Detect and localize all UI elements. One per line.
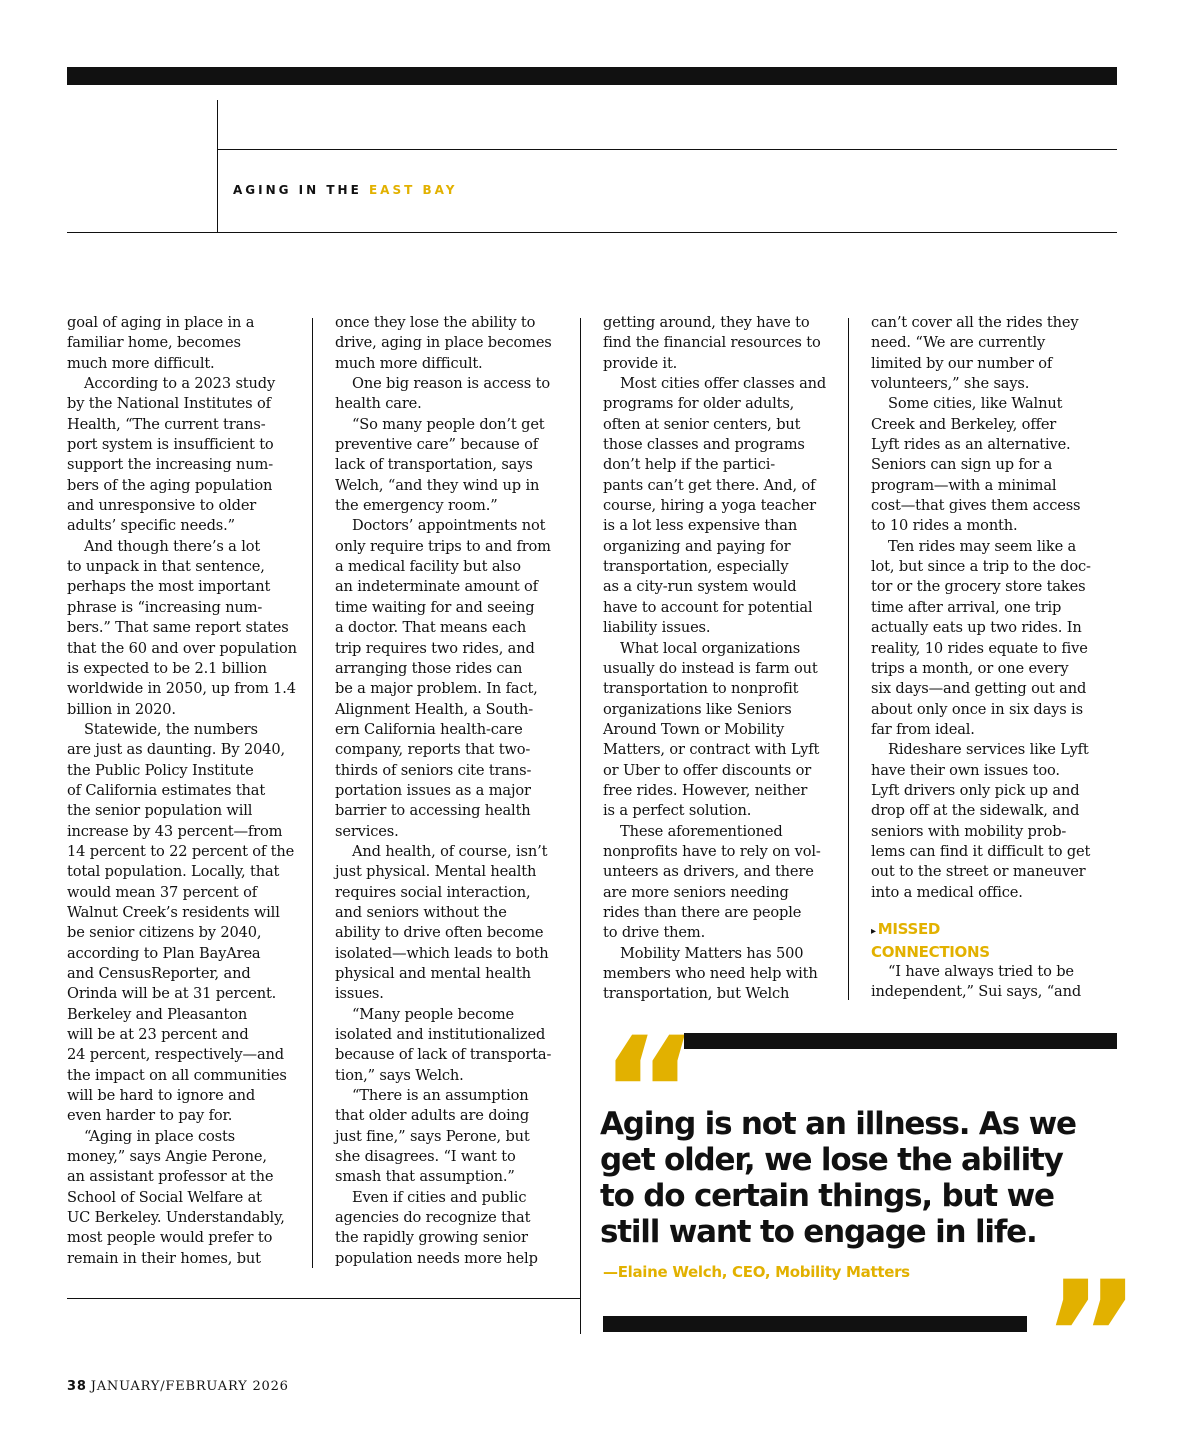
article-line: total population. Locally, that bbox=[67, 863, 280, 881]
article-line: drop off at the sidewalk, and bbox=[871, 802, 1080, 820]
article-line: find the financial resources to bbox=[603, 334, 821, 352]
article-line: transportation, especially bbox=[603, 558, 789, 576]
article-line: One big reason is access to bbox=[352, 375, 550, 393]
article-line: that the 60 and over population bbox=[67, 639, 297, 657]
article-line: port system is insufficient to bbox=[67, 436, 274, 454]
article-line: Alignment Health, a South- bbox=[335, 700, 534, 718]
article-line: Most cities offer classes and bbox=[620, 375, 827, 393]
article-line: and unresponsive to older bbox=[67, 497, 257, 515]
article-line: Around Town or Mobility bbox=[603, 720, 785, 738]
article-line: course, hiring a yoga teacher bbox=[603, 497, 816, 515]
article-line: of California estimates that bbox=[67, 781, 266, 799]
article-line: because of lack of transporta- bbox=[335, 1046, 552, 1064]
article-line: transportation to nonprofit bbox=[603, 680, 799, 698]
article-line: free rides. However, neither bbox=[603, 781, 808, 799]
article-line: would mean 37 percent of bbox=[67, 883, 258, 901]
article-line: Walnut Creek’s residents will bbox=[67, 903, 280, 921]
article-line: the Public Policy Institute bbox=[67, 761, 254, 779]
header-rule-lower bbox=[67, 232, 1117, 233]
article-line: lot, but since a trip to the doc- bbox=[871, 558, 1091, 576]
pull-quote-line: get older, we lose the ability bbox=[600, 1142, 1063, 1178]
article-line: getting around, they have to bbox=[603, 314, 810, 331]
article-line: to unpack in that sentence, bbox=[67, 558, 265, 576]
article-line: unteers as drivers, and there bbox=[603, 863, 814, 881]
article-line: requires social interaction, bbox=[335, 883, 531, 901]
article-line: about only once in six days is bbox=[871, 700, 1083, 718]
article-line: tion,” says Welch. bbox=[335, 1066, 464, 1084]
article-line: pants can’t get there. And, of bbox=[603, 476, 816, 494]
header-rule-upper bbox=[217, 149, 1117, 150]
article-line: increase by 43 percent—from bbox=[67, 822, 283, 840]
article-line: And health, of course, isn’t bbox=[352, 842, 548, 860]
article-line: thirds of seniors cite trans- bbox=[335, 761, 532, 779]
article-line: once they lose the ability to bbox=[335, 314, 536, 331]
article-line: Lyft drivers only pick up and bbox=[871, 781, 1080, 799]
page-number: 38 bbox=[67, 1379, 87, 1394]
article-line: much more difficult. bbox=[67, 354, 215, 372]
article-line: by the National Institutes of bbox=[67, 395, 271, 413]
article-line: services. bbox=[335, 822, 399, 840]
article-line: be a major problem. In fact, bbox=[335, 680, 538, 698]
article-line: six days—and getting out and bbox=[871, 680, 1087, 698]
article-line: tor or the grocery store takes bbox=[871, 578, 1086, 596]
article-line: are more seniors needing bbox=[603, 883, 789, 901]
article-line: have to account for potential bbox=[603, 598, 813, 616]
article-line: nonprofits have to rely on vol- bbox=[603, 842, 821, 860]
article-line: is a lot less expensive than bbox=[603, 517, 798, 535]
article-line: those classes and programs bbox=[603, 436, 805, 454]
article-line: liability issues. bbox=[603, 619, 711, 637]
column-divider-1 bbox=[312, 318, 313, 1268]
article-line: that older adults are doing bbox=[335, 1107, 530, 1125]
article-line: issues. bbox=[335, 985, 384, 1003]
article-line: she disagrees. “I want to bbox=[335, 1148, 516, 1166]
article-line: isolated—which leads to both bbox=[335, 944, 549, 962]
article-line: an indeterminate amount of bbox=[335, 578, 538, 596]
article-line: “So many people don’t get bbox=[352, 415, 545, 433]
article-line: to drive them. bbox=[603, 924, 706, 942]
article-line: even harder to pay for. bbox=[67, 1107, 233, 1125]
article-line: smash that assumption.” bbox=[335, 1168, 515, 1186]
article-line: These aforementioned bbox=[620, 822, 783, 840]
column-divider-3 bbox=[848, 318, 849, 1000]
article-column-1 bbox=[67, 313, 297, 1269]
article-line: out to the street or maneuver bbox=[871, 863, 1086, 881]
pull-quote-line: still want to engage in life. bbox=[600, 1214, 1037, 1250]
article-line: transportation, but Welch bbox=[603, 985, 790, 1003]
article-line: Even if cities and public bbox=[352, 1188, 527, 1206]
article-line: limited by our number of bbox=[871, 354, 1053, 372]
article-line: “There is an assumption bbox=[352, 1087, 529, 1105]
pull-quote bbox=[600, 1106, 1120, 1250]
article-line: familiar home, becomes bbox=[67, 334, 241, 352]
article-line: the emergency room.” bbox=[335, 497, 498, 515]
article-line: preventive care” because of bbox=[335, 436, 539, 454]
article-line: just physical. Mental health bbox=[335, 863, 537, 881]
close-quote-mark: ” bbox=[1042, 1250, 1125, 1424]
article-line: far from ideal. bbox=[871, 720, 975, 738]
article-line: are just as daunting. By 2040, bbox=[67, 741, 285, 759]
article-line: and CensusReporter, and bbox=[67, 965, 251, 982]
article-line: According to a 2023 study bbox=[84, 375, 276, 393]
pull-quote-line: to do certain things, but we bbox=[600, 1178, 1054, 1214]
article-line: or Uber to offer discounts or bbox=[603, 761, 812, 779]
article-line: seniors with mobility prob- bbox=[871, 822, 1067, 840]
article-line: reality, 10 rides equate to five bbox=[871, 639, 1088, 657]
article-line: just fine,” says Perone, but bbox=[335, 1127, 530, 1145]
article-line: time after arrival, one trip bbox=[871, 598, 1062, 616]
article-line: often at senior centers, but bbox=[603, 415, 801, 433]
article-line: time waiting for and seeing bbox=[335, 598, 535, 616]
article-line: bers.” That same report states bbox=[67, 619, 289, 637]
article-line: worldwide in 2050, up from 1.4 bbox=[67, 680, 296, 698]
pull-quote-bottom-bar bbox=[603, 1316, 1027, 1332]
top-bar bbox=[67, 67, 1117, 85]
subhead-spacer bbox=[871, 903, 1091, 919]
article-line: much more difficult. bbox=[335, 354, 483, 372]
subhead-line: CONNECTIONS bbox=[871, 942, 990, 961]
article-line: Seniors can sign up for a bbox=[871, 456, 1053, 474]
article-line: organizations like Seniors bbox=[603, 700, 792, 718]
article-line: “I have always tried to be bbox=[888, 962, 1074, 980]
article-line: isolated and institutionalized bbox=[335, 1026, 546, 1044]
article-line: barrier to accessing health bbox=[335, 802, 531, 820]
article-line: actually eats up two rides. In bbox=[871, 619, 1082, 637]
article-line: perhaps the most important bbox=[67, 578, 271, 596]
article-line: is a perfect solution. bbox=[603, 802, 752, 820]
article-line: Some cities, like Walnut bbox=[888, 395, 1063, 413]
article-line: lack of transportation, says bbox=[335, 456, 533, 474]
article-line: Statewide, the numbers bbox=[84, 720, 258, 738]
article-line: Creek and Berkeley, offer bbox=[871, 415, 1057, 433]
article-line: 14 percent to 22 percent of the bbox=[67, 842, 295, 860]
article-line: Health, “The current trans- bbox=[67, 415, 266, 433]
article-line: And though there’s a lot bbox=[84, 537, 261, 555]
article-line: phrase is “increasing num- bbox=[67, 598, 263, 616]
article-line: lems can find it difficult to get bbox=[871, 842, 1091, 860]
article-line: need. “We are currently bbox=[871, 334, 1046, 352]
section-label-accent: EAST BAY bbox=[368, 183, 458, 197]
article-line: be senior citizens by 2040, bbox=[67, 924, 262, 942]
article-line: School of Social Welfare at bbox=[67, 1188, 262, 1206]
article-line: can’t cover all the rides they bbox=[871, 314, 1079, 331]
article-line: ern California health-care bbox=[335, 720, 523, 738]
article-line: trips a month, or one every bbox=[871, 659, 1069, 677]
subhead-line bbox=[871, 919, 1091, 942]
page-folio bbox=[67, 1379, 289, 1394]
issue-date: JANUARY/FEBRUARY 2026 bbox=[90, 1379, 289, 1394]
header-vertical-rule bbox=[217, 100, 218, 233]
article-column-3 bbox=[603, 313, 826, 1005]
article-line: “Aging in place costs bbox=[84, 1127, 236, 1145]
article-line: a medical facility but also bbox=[335, 558, 521, 576]
article-line: to 10 rides a month. bbox=[871, 517, 1018, 535]
article-line: will be hard to ignore and bbox=[67, 1087, 256, 1105]
article-line: money,” says Angie Perone, bbox=[67, 1148, 267, 1166]
section-label bbox=[233, 183, 457, 197]
column-divider-2 bbox=[580, 318, 581, 1334]
article-line: volunteers,” she says. bbox=[871, 375, 1030, 393]
article-line: only require trips to and from bbox=[335, 537, 551, 555]
subhead-text: MISSED bbox=[877, 919, 941, 938]
article-line: will be at 23 percent and bbox=[67, 1026, 249, 1044]
article-line: don’t help if the partici- bbox=[603, 456, 776, 474]
article-line: Orinda will be at 31 percent. bbox=[67, 985, 277, 1003]
pull-quote-attribution: —Elaine Welch, CEO, Mobility Matters bbox=[603, 1263, 910, 1281]
article-line: population needs more help bbox=[335, 1249, 538, 1267]
article-line: program—with a minimal bbox=[871, 476, 1057, 494]
article-line: the impact on all communities bbox=[67, 1066, 287, 1084]
article-line: Matters, or contract with Lyft bbox=[603, 741, 820, 759]
bottom-left-rule bbox=[67, 1298, 580, 1299]
article-line: adults’ specific needs.” bbox=[67, 517, 235, 535]
article-line: according to Plan BayArea bbox=[67, 944, 261, 962]
article-line: bers of the aging population bbox=[67, 476, 273, 494]
article-line: UC Berkeley. Understandably, bbox=[67, 1209, 285, 1227]
open-quote-mark: “ bbox=[600, 1006, 683, 1180]
article-line: the senior population will bbox=[67, 802, 253, 820]
article-line: health care. bbox=[335, 395, 422, 413]
article-line: ability to drive often become bbox=[335, 924, 544, 942]
article-line: programs for older adults, bbox=[603, 395, 795, 413]
article-line: provide it. bbox=[603, 354, 678, 372]
article-line: members who need help with bbox=[603, 965, 818, 982]
article-line: arranging those rides can bbox=[335, 659, 523, 677]
article-line: most people would prefer to bbox=[67, 1229, 273, 1247]
article-line: drive, aging in place becomes bbox=[335, 334, 552, 352]
article-column-2 bbox=[335, 313, 552, 1269]
article-line: Doctors’ appointments not bbox=[352, 517, 546, 535]
article-line: into a medical office. bbox=[871, 883, 1023, 901]
article-line: independent,” Sui says, “and bbox=[871, 983, 1082, 1001]
article-line: Mobility Matters has 500 bbox=[620, 944, 804, 962]
pull-quote-line: Aging is not an illness. As we bbox=[600, 1106, 1076, 1142]
article-line: physical and mental health bbox=[335, 965, 531, 982]
article-line: “Many people become bbox=[352, 1005, 514, 1023]
article-line: Ten rides may seem like a bbox=[888, 537, 1077, 555]
article-line: portation issues as a major bbox=[335, 781, 531, 799]
article-line: goal of aging in place in a bbox=[67, 314, 255, 331]
article-line: an assistant professor at the bbox=[67, 1168, 274, 1186]
article-line: Welch, “and they wind up in bbox=[335, 476, 540, 494]
article-line: trip requires two rides, and bbox=[335, 639, 535, 657]
article-line: Berkeley and Pleasanton bbox=[67, 1005, 248, 1023]
article-column-4 bbox=[871, 313, 1091, 1003]
article-line: billion in 2020. bbox=[67, 700, 176, 718]
article-line: and seniors without the bbox=[335, 903, 507, 921]
article-line: a doctor. That means each bbox=[335, 619, 527, 637]
article-line: is expected to be 2.1 billion bbox=[67, 659, 267, 677]
pull-quote-top-bar bbox=[684, 1033, 1117, 1049]
section-label-prefix: AGING IN THE bbox=[233, 183, 369, 197]
article-line: the rapidly growing senior bbox=[335, 1229, 528, 1247]
article-line: organizing and paying for bbox=[603, 537, 791, 555]
article-line: 24 percent, respectively—and bbox=[67, 1046, 284, 1064]
article-line: as a city-run system would bbox=[603, 578, 797, 596]
article-line: Lyft rides as an alternative. bbox=[871, 436, 1071, 454]
article-line: cost—that gives them access bbox=[871, 497, 1081, 515]
article-line: What local organizations bbox=[620, 639, 801, 657]
article-line: usually do instead is farm out bbox=[603, 659, 818, 677]
article-line: company, reports that two- bbox=[335, 741, 531, 759]
article-line: support the increasing num- bbox=[67, 456, 273, 474]
article-line: remain in their homes, but bbox=[67, 1249, 261, 1267]
section-subhead bbox=[871, 919, 1091, 962]
article-line: Rideshare services like Lyft bbox=[888, 741, 1089, 759]
article-line: rides than there are people bbox=[603, 903, 802, 921]
article-line: have their own issues too. bbox=[871, 761, 1060, 779]
article-line: agencies do recognize that bbox=[335, 1209, 531, 1227]
triangle-marker-icon: ▸ bbox=[871, 925, 876, 937]
